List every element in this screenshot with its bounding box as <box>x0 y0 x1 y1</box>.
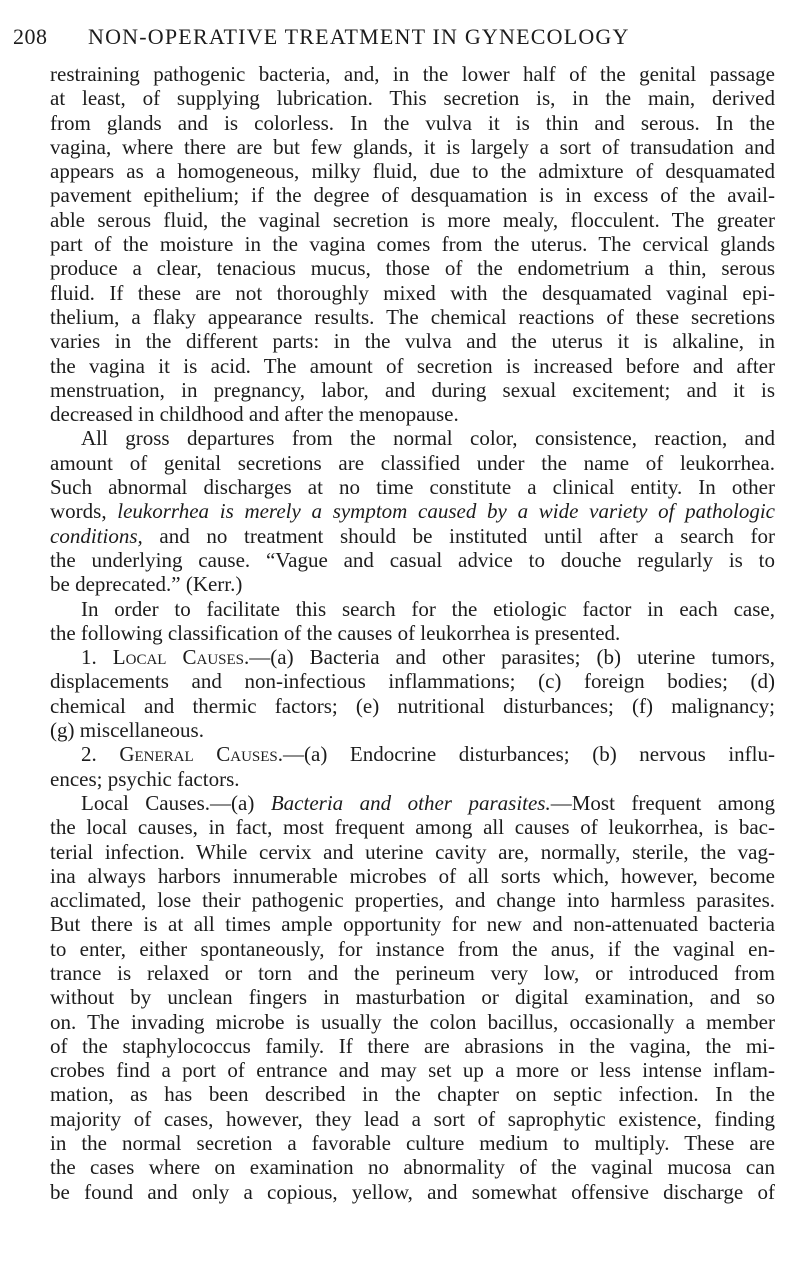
text-line: at least, of supplying lubrication. This secretion is, in the main, derived <box>50 86 775 111</box>
text-line: the underlying cause. “Vague and casual advice to douche regularly is to <box>50 547 775 572</box>
text-line: without by unclean fingers in masturbation or digital examination, and so <box>50 985 775 1010</box>
text-line: majority of cases, however, they lead a sort of saprophytic existence, finding <box>50 1106 775 1131</box>
text-line: acclimated, lose their pathogenic properties, and change into harmless parasites. <box>50 888 775 913</box>
list-number: 1. <box>81 645 113 670</box>
text-line: varies in the different parts: in the vulva and the uterus it is alkaline, in <box>50 329 775 354</box>
text-run: —(a) <box>210 790 271 815</box>
text-line: But there is at all times ample opportunity for new and non-attenuated bacteria <box>50 912 775 937</box>
text-line: the vagina it is acid. The amount of secretion is increased before and after <box>50 353 775 378</box>
text-line: of the staphylococcus family. If there are abrasions in the vagina, the mi- <box>50 1033 775 1058</box>
body-text <box>50 62 775 1204</box>
list-number: 2. <box>81 742 120 767</box>
text-line: in the normal secretion a favorable culture medium to multiply. These are <box>50 1131 775 1156</box>
text-line: restraining pathogenic bacteria, and, in the lower half of the genital passage <box>50 62 775 86</box>
text-run: —(a) Bacteria and other parasites; (b) uterine tumors, <box>249 645 775 670</box>
text-line: chemical and thermic factors; (e) nutritional disturbances; (f) malignancy; <box>50 693 775 718</box>
text-line: ina always harbors innumerable microbes of all sorts which, however, become <box>50 863 775 888</box>
text-run: words, <box>50 499 118 524</box>
text-line: In order to facilitate this search for the etiologic factor in each case, <box>81 596 775 621</box>
text-line: be found and only a copious, yellow, and somewhat offensive discharge of <box>50 1179 775 1204</box>
text-line: fluid. If these are not thoroughly mixed with the desquamated vaginal epi- <box>50 280 775 305</box>
section-heading: General Causes. <box>119 742 284 767</box>
text-line: amount of genital secretions are classified under the name of leukorrhea. <box>50 450 775 475</box>
text-line: vagina, where there are but few glands, it is largely a sort of transudation and <box>50 134 775 159</box>
text-line: trance is relaxed or torn and the perineum very low, or introduced from <box>50 960 775 985</box>
text-line: appears as a homogeneous, milky fluid, due to the admixture of desquamated <box>50 159 775 184</box>
paragraph-leukorrhea-definition <box>50 426 775 596</box>
italic-emphasis: conditions, <box>50 523 143 548</box>
text-line <box>50 742 775 766</box>
text-line: (g) miscellaneous. <box>50 718 204 743</box>
text-run: —Most frequent among <box>550 790 776 815</box>
text-line: be deprecated.” (Kerr.) <box>50 572 243 597</box>
text-line <box>50 499 775 523</box>
text-line: the local causes, in fact, most frequent among all causes of leukorrhea, is bac- <box>50 815 775 840</box>
text-line: the following classification of the causes of leukorrhea is presented. <box>50 620 621 645</box>
text-line <box>50 791 775 815</box>
text-line: on. The invading microbe is usually the colon bacillus, occasionally a member <box>50 1009 775 1034</box>
italic-subheading: Bacteria and other parasites. <box>270 790 551 815</box>
paragraph-bacteria <box>50 791 775 1204</box>
text-line: thelium, a flaky appearance results. The chemical reactions of these secretions <box>50 304 775 329</box>
text-line: All gross departures from the normal color, consistence, reaction, and <box>81 426 775 451</box>
paragraph-secretions <box>50 62 775 426</box>
text-line: pavement epithelium; if the degree of desquamation is in excess of the avail- <box>50 183 775 208</box>
text-line: decreased in childhood and after the menopause. <box>50 402 459 427</box>
list-item-general-causes <box>50 742 775 791</box>
text-line: crobes find a port of entrance and may set up a more or less intense inflam- <box>50 1058 775 1083</box>
section-heading: Local Causes. <box>112 645 250 670</box>
run-in-heading: Local Causes. <box>81 790 211 815</box>
text-line: ences; psychic factors. <box>50 766 240 791</box>
page-number: 208 <box>13 24 48 49</box>
text-line: Such abnormal discharges at no time constitute a clinical entity. In other <box>50 475 775 500</box>
list-item-local-causes <box>50 645 775 742</box>
text-line: menstruation, in pregnancy, labor, and during sexual excitement; and it is <box>50 377 775 402</box>
text-run: —(a) Endocrine disturbances; (b) nervous influ- <box>283 742 776 767</box>
paragraph-classification-intro <box>50 597 775 646</box>
italic-emphasis: leukorrhea is merely a symptom caused by a wide variety of pathologic <box>117 499 775 524</box>
text-line: displacements and non-infectious inflammations; (c) foreign bodies; (d) <box>50 669 775 694</box>
text-line <box>50 645 775 669</box>
text-line: from glands and is colorless. In the vulva it is thin and serous. In the <box>50 110 775 135</box>
text-line: mation, as has been described in the chapter on septic infection. In the <box>50 1082 775 1107</box>
page-header <box>0 14 800 54</box>
running-head: NON-OPERATIVE TREATMENT IN GYNECOLOGY <box>88 24 630 49</box>
text-line <box>50 524 775 548</box>
text-line: able serous fluid, the vaginal secretion is more mealy, flocculent. The greater <box>50 207 775 232</box>
text-line: the cases where on examination no abnormality of the vaginal mucosa can <box>50 1155 775 1180</box>
text-line: produce a clear, tenacious mucus, those of the endometrium a thin, serous <box>50 256 775 281</box>
text-line: part of the moisture in the vagina comes from the uterus. The cervical glands <box>50 232 775 257</box>
text-line: terial infection. While cervix and uterine cavity are, normally, sterile, the vag- <box>50 839 775 864</box>
text-run: and no treatment should be instituted until after a search for <box>142 523 775 548</box>
text-line: to enter, either spontaneously, for instance from the anus, if the vaginal en- <box>50 936 775 961</box>
